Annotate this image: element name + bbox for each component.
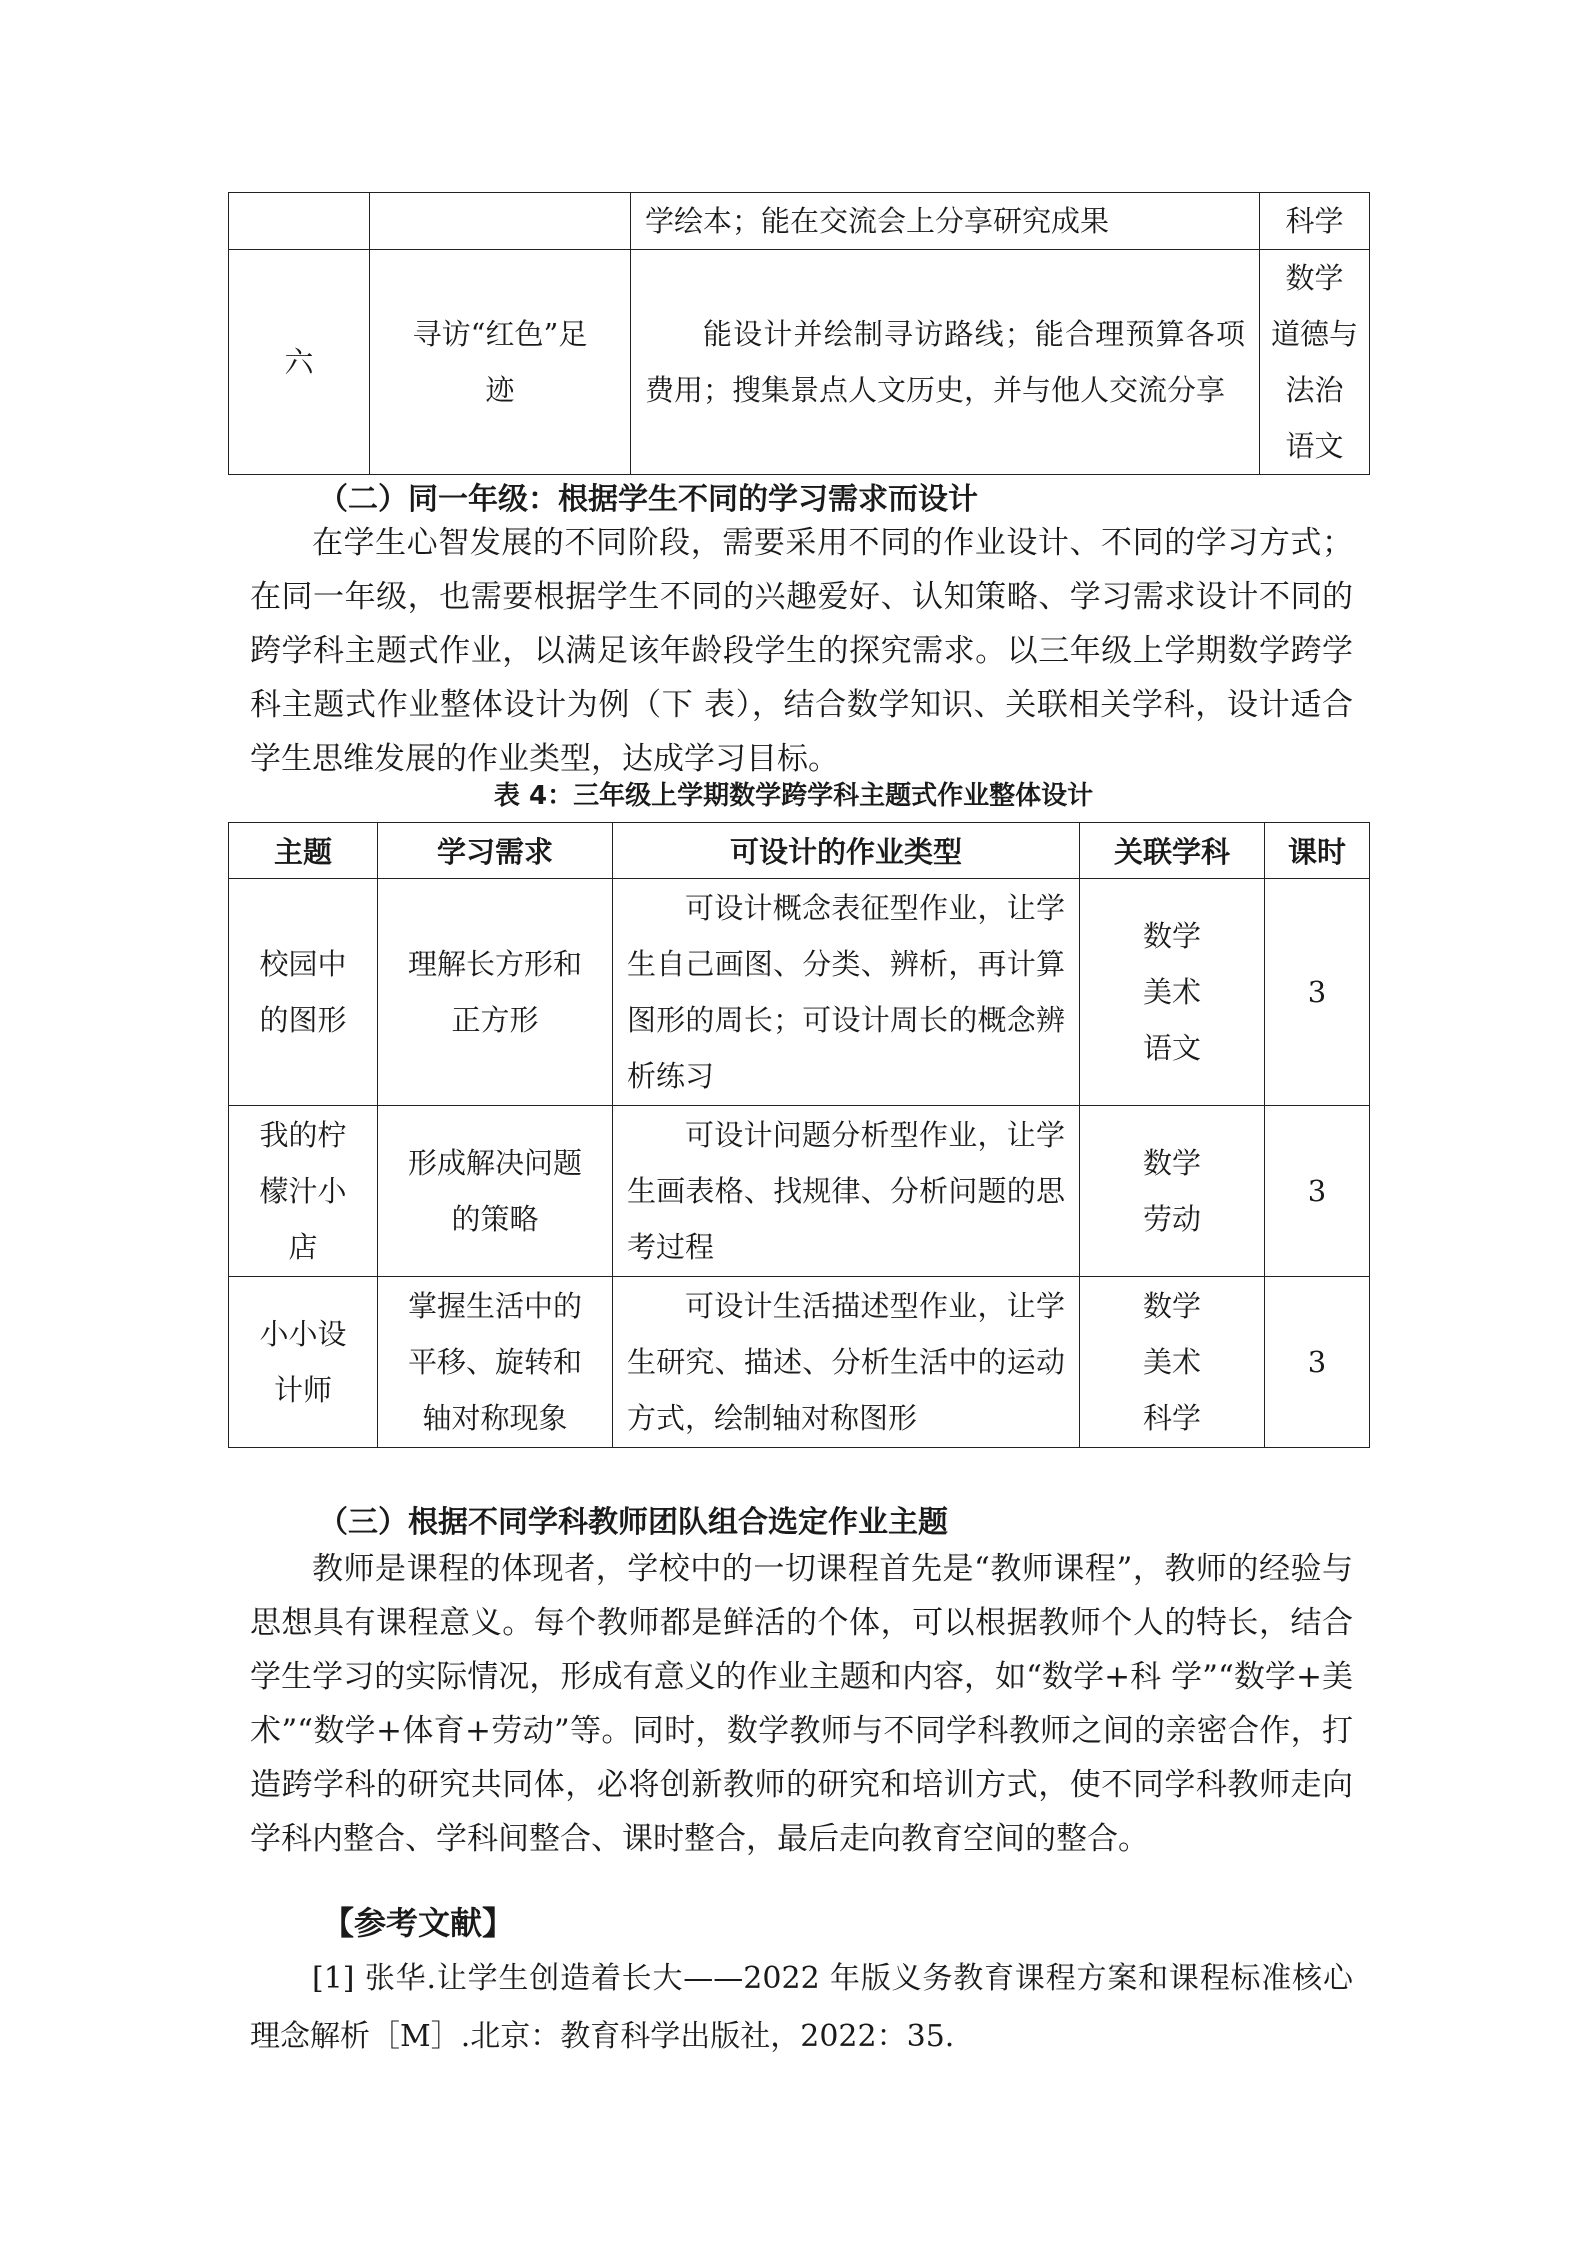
column-header: 课时 [1265, 823, 1370, 879]
table-cell-content: 学绘本；能在交流会上分享研究成果 [631, 193, 1260, 250]
table-cell-design [613, 1277, 1080, 1448]
body-paragraph: 在学生心智发展的不同阶段，需要采用不同的作业设计、不同的学习方式；在同一年级，也需要根据学生不同的兴趣爱好、认知策略、学习需求设计不同的跨学科主题式作业，以满足该年龄段学生的探究需求。以三年级上学期数学跨学科主题式作业整体设计为例（下 表），结合数学知识、关联相关学科，设计适合学生思维发展的作业类型，达成学习目标。 [250, 525, 1353, 777]
table-cell-num: 六 [229, 250, 370, 475]
activity-table [228, 192, 1370, 475]
references-heading: 【参考文献】 [322, 1904, 515, 1942]
table-cell-subjects [1080, 879, 1265, 1106]
column-header: 关联学科 [1080, 823, 1265, 879]
table-cell-topic: 校园中的图形 [229, 879, 378, 1106]
table-cell-subjects [1080, 1277, 1265, 1448]
design-text: 可设计问题分析型作业，让学生画表格、找规律、分析问题的思考过程 [627, 1118, 1065, 1264]
subject: 数学 [1285, 261, 1344, 295]
table-cell-design [613, 879, 1080, 1106]
table-cell-need: 掌握生活中的平移、旋转和轴对称现象 [378, 1277, 613, 1448]
table-cell-hours: 3 [1265, 1106, 1370, 1277]
table-cell-hours: 3 [1265, 879, 1370, 1106]
subject: 科学 [1142, 1401, 1201, 1435]
column-header: 可设计的作业类型 [613, 823, 1080, 879]
table-cell-need: 形成解决问题的策略 [378, 1106, 613, 1277]
table-cell-topic: 寻访“红色”足迹 [370, 250, 631, 475]
table-cell-subjects [1080, 1106, 1265, 1277]
subject: 语文 [1285, 429, 1344, 463]
reference-item: [1] 张华.让学生创造着长大——2022 年版义务教育课程方案和课程标准核心理念解析［M］.北京：教育科学出版社，2022：35. [250, 1961, 1353, 2054]
subject: 道德与法治 [1270, 317, 1358, 407]
table-row [229, 1277, 1370, 1448]
column-header: 主题 [229, 823, 378, 879]
homework-design-table [228, 822, 1370, 1448]
table-row [229, 879, 1370, 1106]
section-heading: （二）同一年级：根据学生不同的学习需求而设计 [318, 482, 978, 517]
subject: 劳动 [1142, 1202, 1201, 1236]
column-header: 学习需求 [378, 823, 613, 879]
table-row [229, 193, 1370, 250]
table-cell-topic: 我的柠檬汁小店 [229, 1106, 378, 1277]
table-cell-topic [370, 193, 631, 250]
subject: 语文 [1142, 1031, 1201, 1065]
subject: 美术 [1142, 1345, 1201, 1379]
subject: 数学 [1142, 1146, 1201, 1180]
table-row [229, 250, 1370, 475]
table-cell-design [613, 1106, 1080, 1277]
table-cell-content: 能设计并绘制寻访路线；能合理预算各项费用；搜集景点人文历史，并与他人交流分享 [631, 250, 1260, 475]
section-heading: （三）根据不同学科教师团队组合选定作业主题 [318, 1505, 948, 1540]
subject: 数学 [1142, 1289, 1201, 1323]
design-text: 可设计概念表征型作业，让学生自己画图、分类、辨析，再计算图形的周长；可设计周长的概念辨析练习 [627, 891, 1065, 1093]
design-text: 可设计生活描述型作业，让学生研究、描述、分析生活中的运动方式，绘制轴对称图形 [627, 1289, 1065, 1435]
table-row [229, 1106, 1370, 1277]
table-cell-subjects [1260, 193, 1370, 250]
table-cell-topic: 小小设计师 [229, 1277, 378, 1448]
table-cell-num [229, 193, 370, 250]
table-caption: 表 4：三年级上学期数学跨学科主题式作业整体设计 [493, 781, 1094, 811]
subject: 数学 [1142, 919, 1201, 953]
table-cell-need: 理解长方形和正方形 [378, 879, 613, 1106]
subject: 美术 [1142, 975, 1201, 1009]
table-cell-hours: 3 [1265, 1277, 1370, 1448]
subject: 科学 [1285, 204, 1344, 238]
body-paragraph: 教师是课程的体现者，学校中的一切课程首先是“教师课程”，教师的经验与思想具有课程意义。每个教师都是鲜活的个体，可以根据教师个人的特长，结合学生学习的实际情况，形成有意义的作业主题和内容，如“数学+科 学”“数学+美术”“数学+体育+劳动”等。同时，数学教师与不同学科教师之间的亲密合作，打造跨学科的研究共同体，必将创新教师的研究和培训方式，使不同学科教师走向学科内整合、学科间整合、课时整合，最后走向教育空间的整合。 [250, 1551, 1353, 1857]
table-header-row [229, 823, 1370, 879]
table-cell-subjects [1260, 250, 1370, 475]
